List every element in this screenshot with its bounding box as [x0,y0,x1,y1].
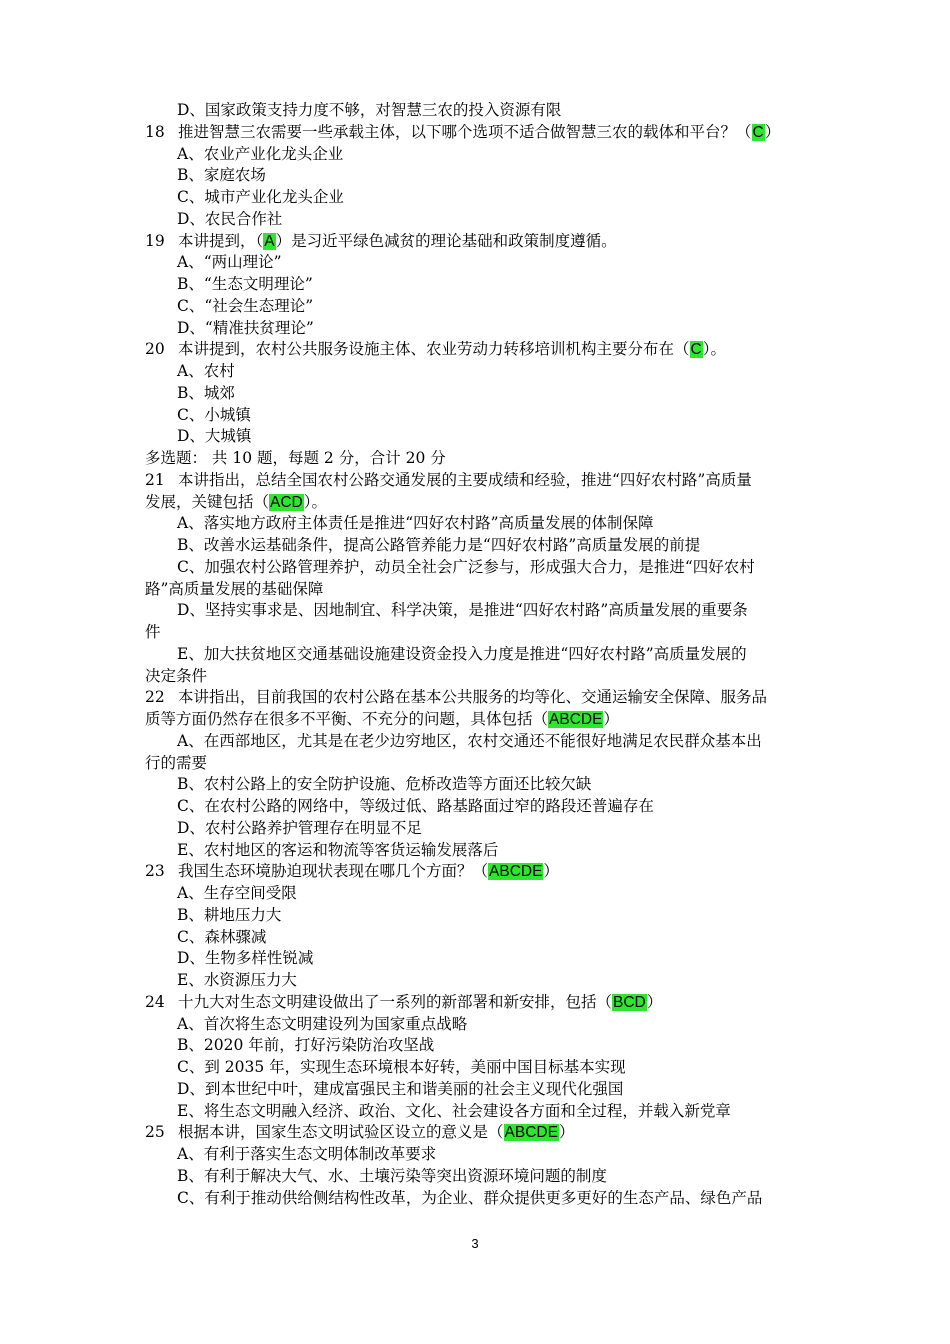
option-line: C、加强农村公路管理养护，动员全社会广泛参与，形成强大合力，是推进“四好农村 [177,557,755,576]
question-23 [0,861,950,883]
option-line: D、“精准扶贫理论” [177,318,314,337]
option-line-continued: 决定条件 [145,666,208,685]
question-text: 根据本讲，国家生态文明试验区设立的意义是（ [178,1123,504,1142]
question-21-continued [0,492,950,514]
question-number: 24 [145,992,165,1011]
question-22 [0,687,950,709]
question-22-continued [0,709,950,731]
answer-highlight: ACD [270,493,303,511]
option-line: C、森林骤减 [177,927,267,946]
option-line: D、大城镇 [177,427,252,446]
option-line: C、小城镇 [177,405,251,424]
option-line: C、有利于推动供给侧结构性改革，为企业、群众提供更多更好的生态产品、绿色产品 [177,1188,763,1207]
question-number: 25 [145,1123,165,1142]
option-line: A、落实地方政府主体责任是推进“四好农村路”高质量发展的体制保障 [177,514,654,533]
question-text: 推进智慧三农需要一些承载主体，以下哪个选项不适合做智慧三农的载体和平台？（ [178,122,752,141]
question-text: 本讲指出，目前我国的农村公路在基本公共服务的均等化、交通运输安全保障、服务品 [178,688,768,707]
option-line-continued: 行的需要 [145,753,208,772]
question-text: 本讲指出，总结全国农村公路交通发展的主要成绩和经验，推进“四好农村路”高质量 [178,470,752,489]
answer-highlight: ABCDE [504,1124,558,1142]
option-line: C、城市产业化龙头企业 [177,188,344,206]
question-21 [0,470,950,492]
option-line: C、“社会生态理论” [177,296,314,315]
option-line: B、城郊 [177,383,235,402]
answer-highlight: ABCDE [489,863,543,881]
option-line: E、农村地区的客运和物流等客货运输发展落后 [177,840,499,859]
option-line: D、农村公路养护管理存在明显不足 [177,818,422,837]
question-text: 本讲提到，农村公共服务设施主体、农业劳动力转移培训机构主要分布在（ [178,340,690,359]
question-text: 发展，关键包括（ [145,492,270,511]
question-text: 本讲提到，（ [178,231,264,250]
option-line: D、生物多样性锐减 [177,949,314,968]
option-line: A、有利于落实生态文明体制改革要求 [177,1145,437,1163]
option-line-continued: 件 [145,623,161,641]
question-number: 19 [145,231,165,250]
page-number: 3 [471,1236,479,1251]
document-body [0,100,950,1209]
question-number: 18 [145,122,165,141]
option-line: B、家庭农场 [177,166,266,185]
answer-highlight: A [264,232,275,250]
section-heading: 多选题： 共 10 题，每题 2 分，合计 20 分 [145,449,446,467]
question-text: 十九大对生态文明建设做出了一系列的新部署和新安排，包括（ [178,992,613,1011]
option-line: A、生存空间受限 [177,884,297,902]
question-text-end: ） [603,710,619,728]
option-line: A、在西部地区，尤其是在老少边穷地区，农村交通还不能很好地满足农民群众基本出 [177,731,762,750]
answer-highlight: ABCDE [549,711,603,728]
question-text-end: ） [646,992,663,1011]
option-line: D、到本世纪中叶，建成富强民主和谐美丽的社会主义现代化强国 [177,1079,624,1098]
question-number: 22 [145,688,165,707]
question-number: 23 [145,862,165,881]
option-line: A、农业产业化龙头企业 [177,144,344,163]
answer-highlight: C [752,123,764,141]
option-line: B、改善水运基础条件，提高公路管养能力是“四好农村路”高质量发展的前提 [177,536,701,554]
question-18 [0,122,950,144]
question-text-end: ） [558,1123,575,1142]
question-text: 我国生态环境胁迫现状表现在哪几个方面？（ [178,862,489,881]
option-line: A、“两山理论” [177,253,282,272]
option-line: B、“生态文明理论” [177,275,313,293]
option-line: B、有利于解决大气、水、土壤污染等突出资源环境问题的制度 [177,1166,607,1185]
answer-highlight: BCD [613,993,646,1011]
question-text-end: ）。 [303,492,328,511]
question-number: 20 [145,340,165,359]
answer-highlight: C [690,341,702,359]
option-line: E、将生态文明融入经济、政治、文化、社会建设各方面和全过程，并载入新党章 [177,1101,731,1120]
option-line: E、加大扶贫地区交通基础设施建设资金投入力度是推进“四好农村路”高质量发展的 [177,644,747,663]
question-20 [0,339,950,361]
question-25 [0,1122,950,1144]
option-line: B、农村公路上的安全防护设施、危桥改造等方面还比较欠缺 [177,775,592,794]
question-24 [0,992,950,1014]
option-line: E、水资源压力大 [177,971,297,989]
option-line-continued: 路”高质量发展的基础保障 [145,579,324,598]
question-text-end: ）是习近平绿色减贫的理论基础和政策制度遵循。 [275,231,617,250]
option-line: D、国家政策支持力度不够，对智慧三农的投入资源有限 [177,101,562,119]
question-text-end: ） [543,862,559,881]
option-line: C、在农村公路的网络中，等级过低、路基路面过窄的路段还普遍存在 [177,797,654,815]
option-line: B、耕地压力大 [177,905,282,924]
question-text-end: ）。 [702,340,726,359]
question-19 [0,231,950,253]
option-line: B、2020 年前，打好污染防治攻坚战 [177,1036,435,1055]
option-line: D、农民合作社 [177,209,283,228]
option-line: A、首次将生态文明建设列为国家重点战略 [177,1014,468,1033]
question-text: 质等方面仍然存在很多不平衡、不充分的问题，具体包括（ [145,710,549,728]
option-line: A、农村 [177,362,235,380]
option-line: D、坚持实事求是、因地制宜、科学决策，是推进“四好农村路”高质量发展的重要条 [177,601,748,620]
question-number: 21 [145,470,165,489]
option-line: C、到 2035 年，实现生态环境根本好转，美丽中国目标基本实现 [177,1058,626,1076]
question-text-end: ） [764,122,781,141]
